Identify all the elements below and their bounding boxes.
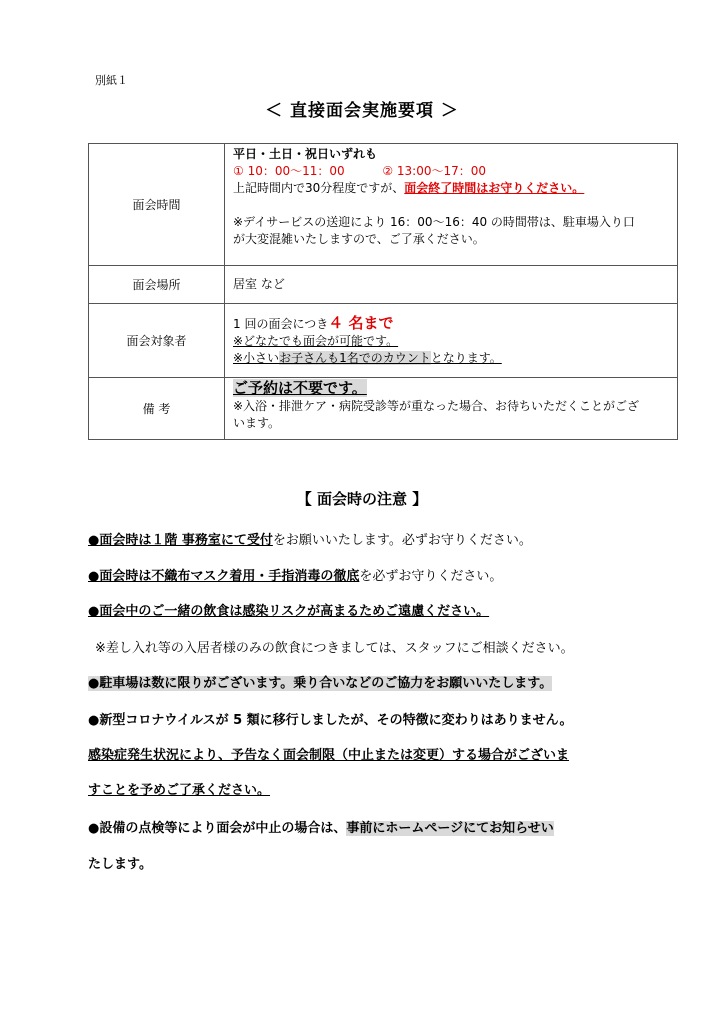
caution-1-emphasis: ●面会時は１階 事務室にて受付 xyxy=(88,533,273,548)
target-limit-text: 1 回の面会につき xyxy=(233,316,329,331)
caution-3-text: ●面会中のご一緒の飲食は感染リスクが高まるためご遠慮ください。 xyxy=(88,604,490,619)
caution-4 xyxy=(88,672,552,691)
hours-slot-1: ① 10：00～11：00 xyxy=(233,164,345,178)
target-note-2 xyxy=(233,350,669,367)
caution-5-line-2: 感染症発生状況により、予告なく面会制限（中止または変更）する場合がございま xyxy=(88,748,570,763)
caution-6-line-1 xyxy=(88,817,554,836)
annex-label: 別紙１ xyxy=(95,74,128,87)
caution-1-text: をお願いいたします。必ずお守りください。 xyxy=(272,533,532,548)
target-note-1: ※どなたでも面会が可能です。 xyxy=(233,333,399,348)
table-row xyxy=(89,144,678,266)
page-title: ＜ 直接面会実施要項 ＞ xyxy=(265,101,459,121)
remarks-content xyxy=(225,378,678,440)
visit-info-table xyxy=(88,143,678,440)
hours-end-warning: 面会終了時間はお守りください。 xyxy=(404,181,585,195)
hours-duration-text: 上記時間内で30分程度ですが、 xyxy=(233,181,405,195)
place-value: 居室 など xyxy=(225,266,678,304)
caution-6-line-2: たします。 xyxy=(88,857,152,872)
caution-5-line-1: ●新型コロナウイルスが 5 類に移行しましたが、その特徴に変わりはありません。 xyxy=(88,713,573,728)
caution-2-emphasis: ●面会時は不織布マスク着用・手指消毒の徹底 xyxy=(88,569,360,584)
target-limit xyxy=(233,315,669,333)
target-limit-count: ４ 名まで xyxy=(328,313,394,332)
table-row xyxy=(89,266,678,304)
remarks-headline: ご予約は不要です。 xyxy=(233,379,367,397)
hours-slots xyxy=(233,163,669,180)
table-row xyxy=(89,304,678,378)
hours-note-line-2: が大変混雑いたしますので、ご了承ください。 xyxy=(233,232,485,246)
cautions-title: 【 面会時の注意 】 xyxy=(296,490,428,508)
hours-content xyxy=(225,144,678,266)
target-note-2c: となります。 xyxy=(430,350,502,365)
remarks-note-1: ※入浴・排泄ケア・病院受診等が重なった場合、お待ちいただくことがござ xyxy=(233,399,640,413)
caution-5-line-3 xyxy=(88,779,270,798)
table-row xyxy=(89,378,678,440)
caution-3 xyxy=(88,600,489,619)
place-label: 面会場所 xyxy=(89,266,225,304)
caution-4-text: ●駐車場は数に限りがございます。乗り合いなどのご協力をお願いいたします。 xyxy=(88,676,553,691)
caution-2-text: を必ずお守りください。 xyxy=(359,569,503,584)
caution-3-note: ※差し入れ等の入居者様のみの飲食につきましては、スタッフにご相談ください。 xyxy=(95,641,574,656)
hours-note-line-1: ※デイサービスの送迎により 16：00～16：40 の時間帯は、駐車場入り口 xyxy=(233,215,635,229)
target-content xyxy=(225,304,678,378)
hours-slot-2: ② 13:00～17：00 xyxy=(382,164,487,178)
target-note-2b: お子さんも1名でのカウント xyxy=(279,350,431,365)
caution-6-text: ●設備の点検等により面会が中止の場合は、 xyxy=(88,821,347,836)
hours-label: 面会時間 xyxy=(89,144,225,266)
caution-5-line-3-text: すことを予めご了承ください。 xyxy=(88,783,271,798)
hours-duration xyxy=(233,180,669,197)
caution-1 xyxy=(88,529,532,548)
target-label: 面会対象者 xyxy=(89,304,225,378)
remarks-label: 備 考 xyxy=(89,378,225,440)
caution-6-highlight: 事前にホームページにてお知らせい xyxy=(346,821,554,836)
caution-2 xyxy=(88,565,502,584)
target-note-2a: ※小さい xyxy=(233,350,280,365)
remarks-headline-wrap xyxy=(233,380,669,398)
remarks-note-2: います。 xyxy=(233,416,281,430)
hours-days: 平日・土日・祝日いずれも xyxy=(233,147,378,161)
